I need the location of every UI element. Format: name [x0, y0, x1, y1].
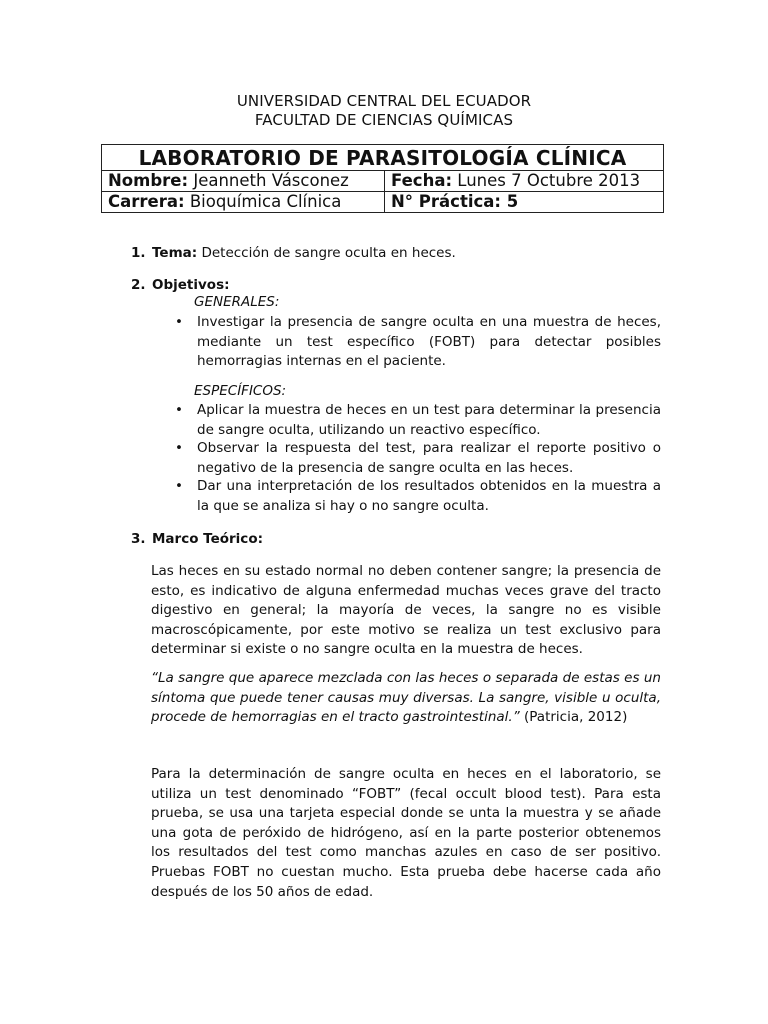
nombre-cell: [102, 171, 385, 192]
bullet-icon: •: [175, 440, 183, 456]
especificos-item: Observar la respuesta del test, para realizar el reporte positivo o negativo de la presencia de sangre oculta en las heces.: [197, 440, 661, 476]
section-number: 2.: [131, 277, 146, 293]
section-number: 1.: [131, 245, 146, 261]
fecha-value: Lunes 7 Octubre 2013: [452, 171, 641, 190]
faculty-name: FACULTAD DE CIENCIAS QUÍMICAS: [254, 111, 514, 129]
carrera-label: Carrera:: [108, 192, 185, 211]
especificos-label: ESPECÍFICOS:: [194, 383, 287, 399]
marco-paragraph-2: Para la determinación de sangre oculta en heces en el laboratorio, se utiliza un test denominado “FOBT” (fecal occult blood test). Para esta prueba, se usa una tarjeta especial donde se unta la muestra y se añade una gota de peróxido de hidrógeno, así en la parte posterior obtenemos los resultados del test como manchas azules en caso de ser positivo. Pruebas FOBT no cuestan mucho. Esta prueba debe hacerse cada año después de los 50 años de edad.: [151, 766, 661, 900]
tema-label: Tema:: [152, 245, 198, 261]
marco-paragraph-1: Las heces en su estado normal no deben contener sangre; la presencia de esto, es indicativo de alguna enfermedad muchas veces grave del tracto digestivo en general; la mayoría de veces, la sangre no es visible macroscópicamente, por este motivo se realiza un test exclusivo para determinar si existe o no sangre oculta en la muestra de heces.: [151, 563, 661, 658]
section-marco: [131, 530, 263, 550]
especificos-item: Dar una interpretación de los resultados obtenidos en la muestra a la que se analiza si hay o no sangre oculta.: [197, 478, 661, 514]
especificos-item: Aplicar la muestra de heces en un test para determinar la presencia de sangre oculta, utilizando un reactivo específico.: [197, 402, 661, 438]
carrera-value: Bioquímica Clínica: [184, 192, 342, 211]
list-item: [175, 401, 661, 440]
lab-title: LABORATORIO DE PARASITOLOGÍA CLÍNICA: [102, 145, 664, 171]
section-tema: [131, 244, 456, 264]
generales-label: GENERALES:: [194, 294, 280, 310]
bullet-icon: •: [175, 478, 183, 494]
carrera-cell: [102, 192, 385, 213]
marco-label: Marco Teórico:: [152, 531, 263, 547]
bullet-icon: •: [175, 402, 183, 418]
practica-value: 5: [501, 192, 519, 211]
bullet-icon: •: [175, 314, 183, 330]
practica-label: N° Práctica:: [391, 192, 502, 211]
list-item: [175, 439, 661, 478]
fecha-cell: [385, 171, 664, 192]
list-item: [175, 313, 661, 372]
fecha-label: Fecha:: [391, 171, 453, 190]
marco-quote: “La sangre que aparece mezclada con las heces o separada de estas es un síntoma que puede tener causas muy diversas. La sangre, visible u oculta, procede de hemorragias en el tracto gastrointestinal.”: [151, 670, 661, 726]
marco-quote-paragraph: [151, 669, 661, 728]
marco-citation: (Patricia, 2012): [519, 709, 628, 726]
practice-header-table: [101, 144, 664, 213]
nombre-label: Nombre:: [108, 171, 189, 190]
objetivos-label: Objetivos:: [152, 277, 230, 293]
university-name: UNIVERSIDAD CENTRAL DEL ECUADOR: [236, 92, 532, 110]
generales-item: Investigar la presencia de sangre oculta en una muestra de heces, mediante un test específico (FOBT) para detectar posibles hemorragias internas en el paciente.: [197, 314, 661, 370]
practica-cell: [385, 192, 664, 213]
tema-text: Detección de sangre oculta en heces.: [197, 245, 456, 261]
list-item: [175, 477, 661, 516]
nombre-value: Jeanneth Vásconez: [188, 171, 349, 190]
section-number: 3.: [131, 531, 146, 547]
